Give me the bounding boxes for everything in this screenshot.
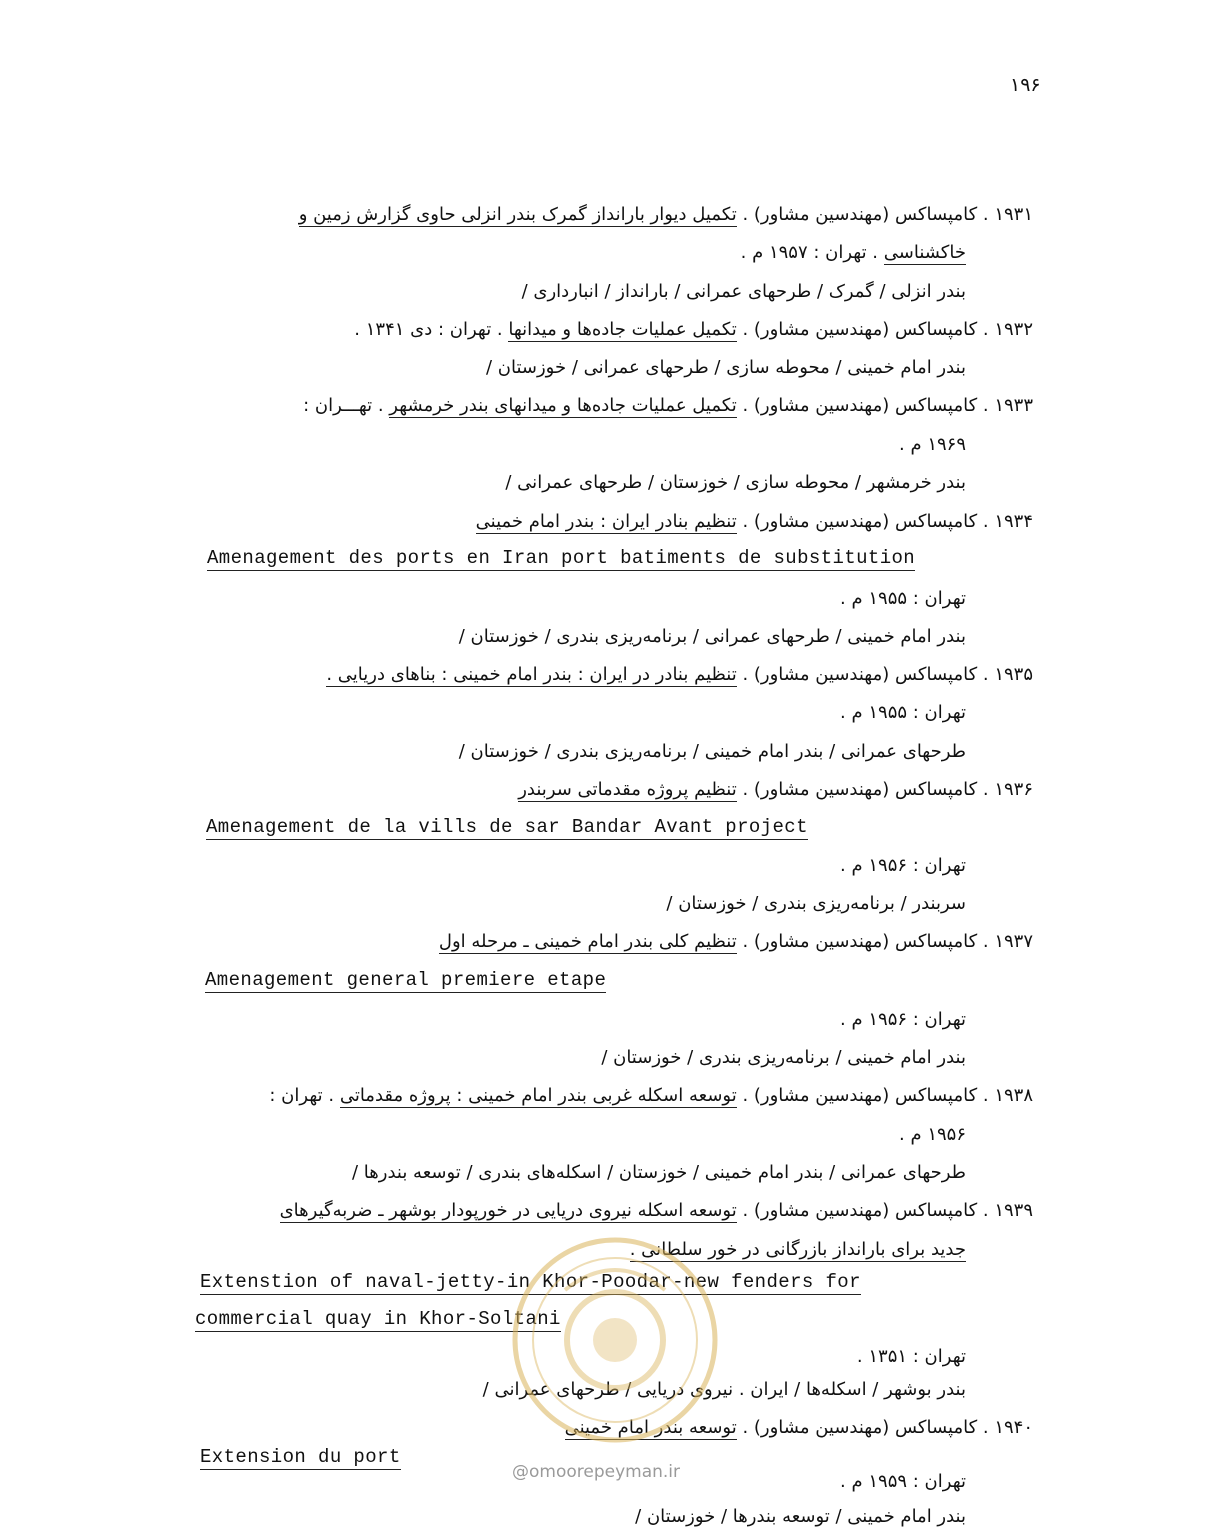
watermark-text: @omoorepeyman.ir	[512, 1462, 681, 1482]
entry-line	[601, 1046, 966, 1070]
latin-title-line	[206, 815, 808, 839]
entry-line	[840, 701, 966, 725]
underlined-title: تنظیم پروژه مقدماتی سربندر	[518, 779, 737, 800]
entry-text: بندر امام خمینی / توسعه بندرها / خوزستان /	[635, 1506, 966, 1527]
entry-line	[899, 433, 966, 457]
page-number: ۱۹۶	[1010, 74, 1041, 96]
entry-line	[741, 241, 966, 265]
entry-text: تهران : ۱۹۵۹ م .	[840, 1471, 966, 1492]
underlined-title: توسعه اسکله نیروی دریایی در خورپودار بوشهر ـ ضربه‌گیرهای	[279, 1200, 737, 1221]
entry-text: بندر امام خمینی / برنامه‌ریزی بندری / خوزستان /	[601, 1047, 966, 1068]
entry-line	[840, 587, 966, 611]
entry-line	[840, 1470, 966, 1494]
entry-line	[522, 280, 966, 304]
entry-heading-line	[280, 1199, 1033, 1223]
entry-heading-line	[439, 930, 1033, 954]
entry-heading-line	[354, 318, 1033, 342]
entry-text: تهران : ۱۹۵۵ م .	[840, 588, 966, 609]
watermark-seal	[505, 1230, 725, 1450]
entry-text: بندر انزلی / گمرک / طرحهای عمرانی / بارانداز / انبارداری /	[521, 281, 966, 302]
entry-line	[352, 1161, 966, 1185]
entry-heading-line	[476, 510, 1033, 534]
entry-text: بندر امام خمینی / محوطه سازی / طرحهای عمرانی / خوزستان /	[485, 357, 966, 378]
latin-title-text: Extenstion of naval-jetty-in Khor-Poodar-new fenders for	[200, 1271, 861, 1293]
entry-text: ۱۹۳۸ . کامپساکس (مهندسین مشاور) .	[736, 1085, 1033, 1106]
entry-line	[486, 356, 966, 380]
entry-text: ۱۹۳۶ . کامپساکس (مهندسین مشاور) .	[736, 779, 1033, 800]
entry-text: ۱۹۳۹ . کامپساکس (مهندسین مشاور) .	[736, 1200, 1033, 1221]
entry-text: ۱۹۵۶ م .	[899, 1124, 966, 1145]
underlined-title: تنظیم بنادر ایران : بندر امام خمینی	[475, 511, 737, 532]
entry-text: تهران : ۱۹۵۵ م .	[840, 702, 966, 723]
latin-title-text: Amenagement des ports en Iran port batiments de substitution	[207, 547, 916, 569]
entry-text: تهران : ۱۹۵۶ م .	[840, 1009, 966, 1030]
underlined-title: توسعه اسکله غربی بندر امام خمینی : پروژه مقدماتی	[339, 1085, 737, 1106]
latin-title-text: Amenagement de la vills de sar Bandar Avant project	[206, 816, 808, 838]
entry-heading-line	[303, 394, 1033, 418]
entry-text: ۱۹۳۷ . کامپساکس (مهندسین مشاور) .	[736, 931, 1033, 952]
underlined-title: توسعه بندر امام خمینی	[564, 1417, 737, 1438]
underlined-title: جدید برای بارانداز بازرگانی در خور سلطانی .	[629, 1239, 966, 1260]
latin-title-text: commercial quay in Khor-Soltani	[195, 1308, 561, 1330]
entry-text: ۱۹۳۲ . کامپساکس (مهندسین مشاور) .	[736, 319, 1033, 340]
entry-line	[840, 854, 966, 878]
latin-title-line	[207, 546, 915, 570]
entry-line	[459, 740, 966, 764]
entry-heading-line	[299, 203, 1033, 227]
entry-text: ۱۹۳۱ . کامپساکس (مهندسین مشاور) .	[736, 204, 1033, 225]
latin-title-text: Extension du port	[200, 1446, 401, 1468]
underlined-title: تنظیم بنادر در ایران : بندر امام خمینی : بناهای دریایی .	[326, 664, 737, 685]
entry-text: طرحهای عمرانی / بندر امام خمینی / برنامه‌ریزی بندری / خوزستان /	[458, 741, 966, 762]
entry-text: ۱۹۴۰ . کامپساکس (مهندسین مشاور) .	[736, 1417, 1033, 1438]
entry-text: . تهران :	[269, 1085, 340, 1106]
entry-text: تهران : ۱۹۵۶ م .	[840, 855, 966, 876]
entry-text: . تهـــران :	[303, 395, 390, 416]
entry-heading-line	[518, 778, 1033, 802]
underlined-title: تکمیل عملیات جاده‌ها و میدانهای بندر خرمشهر	[389, 395, 737, 416]
entry-heading-line	[269, 1084, 1033, 1108]
entry-text: تهران : ۱۳۵۱ .	[856, 1346, 966, 1367]
underlined-title: خاکشناسی	[883, 242, 966, 263]
underlined-title: تنظیم کلی بندر امام خمینی ـ مرحله اول	[438, 931, 737, 952]
entry-text: بندر خرمشهر / محوطه سازی / خوزستان / طرحهای عمرانی /	[505, 472, 966, 493]
entry-text: ۱۹۶۹ م .	[899, 434, 966, 455]
entry-text: . تهران : دی ۱۳۴۱ .	[354, 319, 509, 340]
latin-title-line	[200, 1445, 401, 1469]
entry-text: ۱۹۳۳ . کامپساکس (مهندسین مشاور) .	[736, 395, 1033, 416]
latin-title-text: Amenagement general premiere etape	[205, 969, 607, 991]
entry-text: . تهران : ۱۹۵۷ م .	[740, 242, 884, 263]
entry-heading-line	[326, 663, 1033, 687]
entry-line	[459, 625, 966, 649]
entry-text: بندر امام خمینی / طرحهای عمرانی / برنامه‌ریزی بندری / خوزستان /	[458, 626, 966, 647]
entry-text: بندر بوشهر / اسکله‌ها / ایران . نیروی دریایی / طرحهای عمرانی /	[482, 1379, 966, 1400]
entry-line	[857, 1345, 966, 1369]
latin-title-line	[205, 968, 606, 992]
entry-line	[635, 1505, 966, 1529]
entry-text: ۱۹۳۴ . کامپساکس (مهندسین مشاور) .	[736, 511, 1033, 532]
entry-text: ۱۹۳۵ . کامپساکس (مهندسین مشاور) .	[736, 664, 1033, 685]
entry-text: طرحهای عمرانی / بندر امام خمینی / خوزستان / اسکله‌های بندری / توسعه بندرها /	[351, 1162, 966, 1183]
entry-line	[899, 1123, 966, 1147]
entry-line	[840, 1008, 966, 1032]
entry-text: سربندر / برنامه‌ریزی بندری / خوزستان /	[666, 893, 966, 914]
underlined-title: تکمیل عملیات جاده‌ها و میدانها	[508, 319, 737, 340]
underlined-title: تکمیل دیوار بارانداز گمرک بندر انزلی حاوی گزارش زمین و	[298, 204, 737, 225]
entry-line	[666, 892, 966, 916]
entry-line	[505, 471, 966, 495]
